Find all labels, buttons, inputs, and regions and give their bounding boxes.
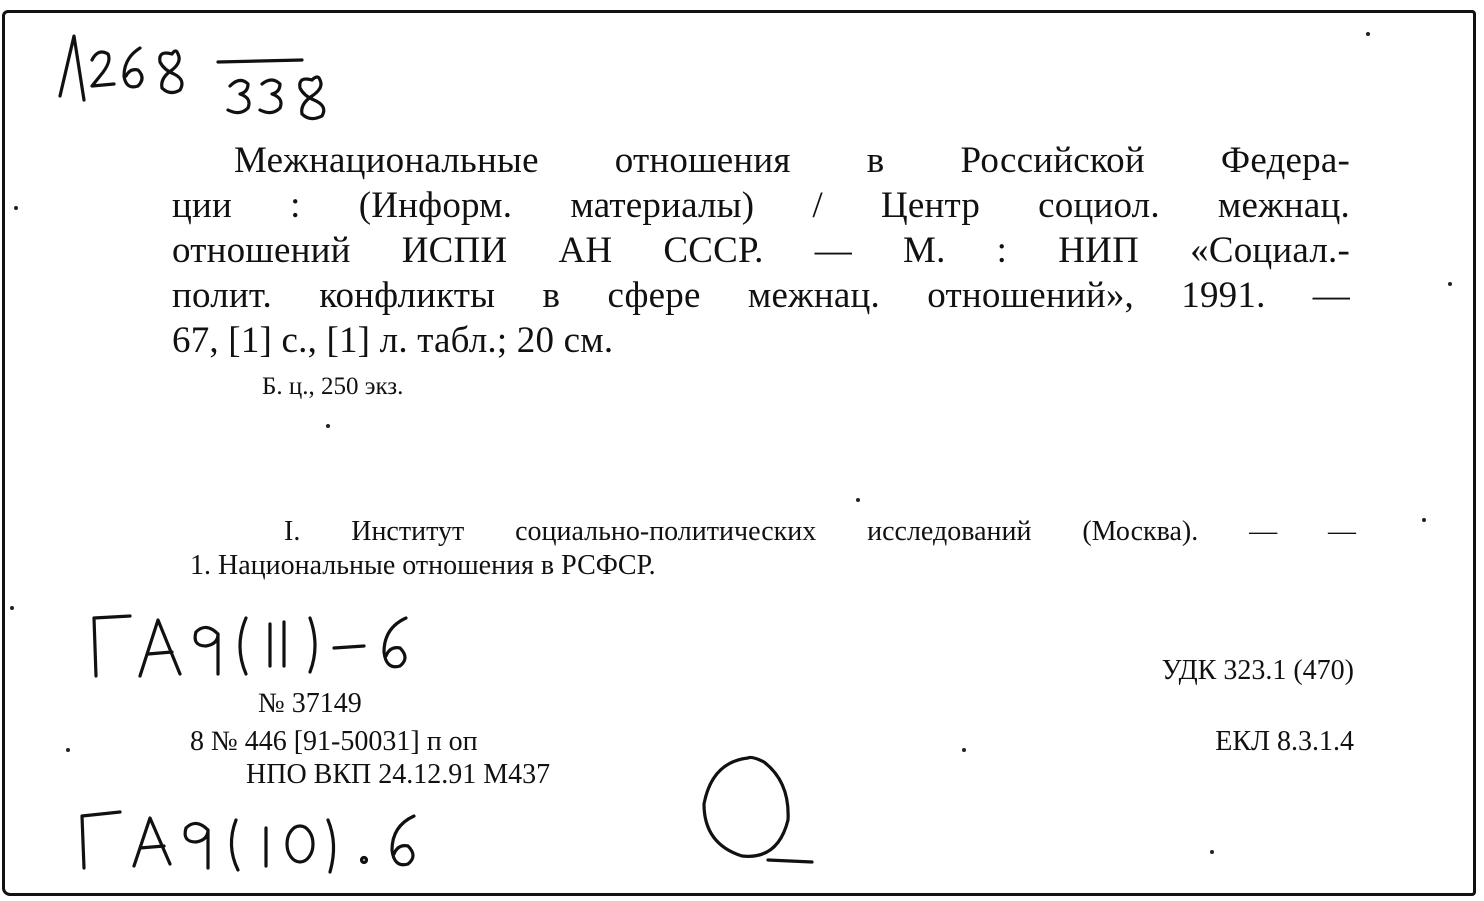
scan-speck bbox=[1210, 850, 1214, 854]
registration-number: № 37149 bbox=[258, 688, 362, 719]
scan-speck bbox=[856, 498, 860, 502]
description-line-1: Межнациональные отношения в Российской Федера- bbox=[234, 140, 1350, 181]
description-line-3: отношений ИСПИ АН СССР. — М. : НИП «Социал.- bbox=[172, 230, 1350, 271]
scan-speck bbox=[326, 424, 330, 428]
tracing-line-1: I. Институт социально-политических исследований (Москва). — — bbox=[284, 516, 1356, 547]
description-line-5: 67, [1] с., [1] л. табл.; 20 см. bbox=[172, 320, 614, 361]
scan-speck bbox=[66, 748, 70, 752]
order-number: 8 № 446 [91-50031] п оп bbox=[190, 726, 478, 757]
description-line-4: полит. конфликты в сфере межнац. отношений», 1991. — bbox=[172, 275, 1350, 316]
handwritten-circle-mark bbox=[690, 748, 820, 878]
handwritten-bottom-shelfmark bbox=[76, 800, 446, 880]
scan-speck bbox=[14, 206, 18, 210]
handwritten-top-shelfmark bbox=[40, 18, 360, 128]
npo-imprint: НПО ВКП 24.12.91 М437 bbox=[246, 759, 551, 790]
ekl-index: ЕКЛ 8.3.1.4 bbox=[1215, 726, 1354, 757]
scan-speck bbox=[10, 606, 14, 610]
price-and-print-run: Б. ц., 250 экз. bbox=[262, 373, 404, 400]
scan-speck bbox=[962, 748, 966, 752]
udk-index: УДК 323.1 (470) bbox=[1161, 655, 1354, 686]
tracings bbox=[190, 515, 1356, 583]
handwritten-mid-shelfmark bbox=[88, 608, 428, 688]
scan-speck bbox=[1448, 282, 1452, 286]
scan-speck bbox=[1366, 32, 1370, 36]
tracing-line-2: 1. Национальные отношения в РСФСР. bbox=[190, 550, 656, 581]
bibliographic-description bbox=[172, 138, 1350, 363]
scan-speck bbox=[1422, 518, 1426, 522]
description-line-2: ции : (Информ. материалы) / Центр социол. межнац. bbox=[172, 185, 1350, 226]
